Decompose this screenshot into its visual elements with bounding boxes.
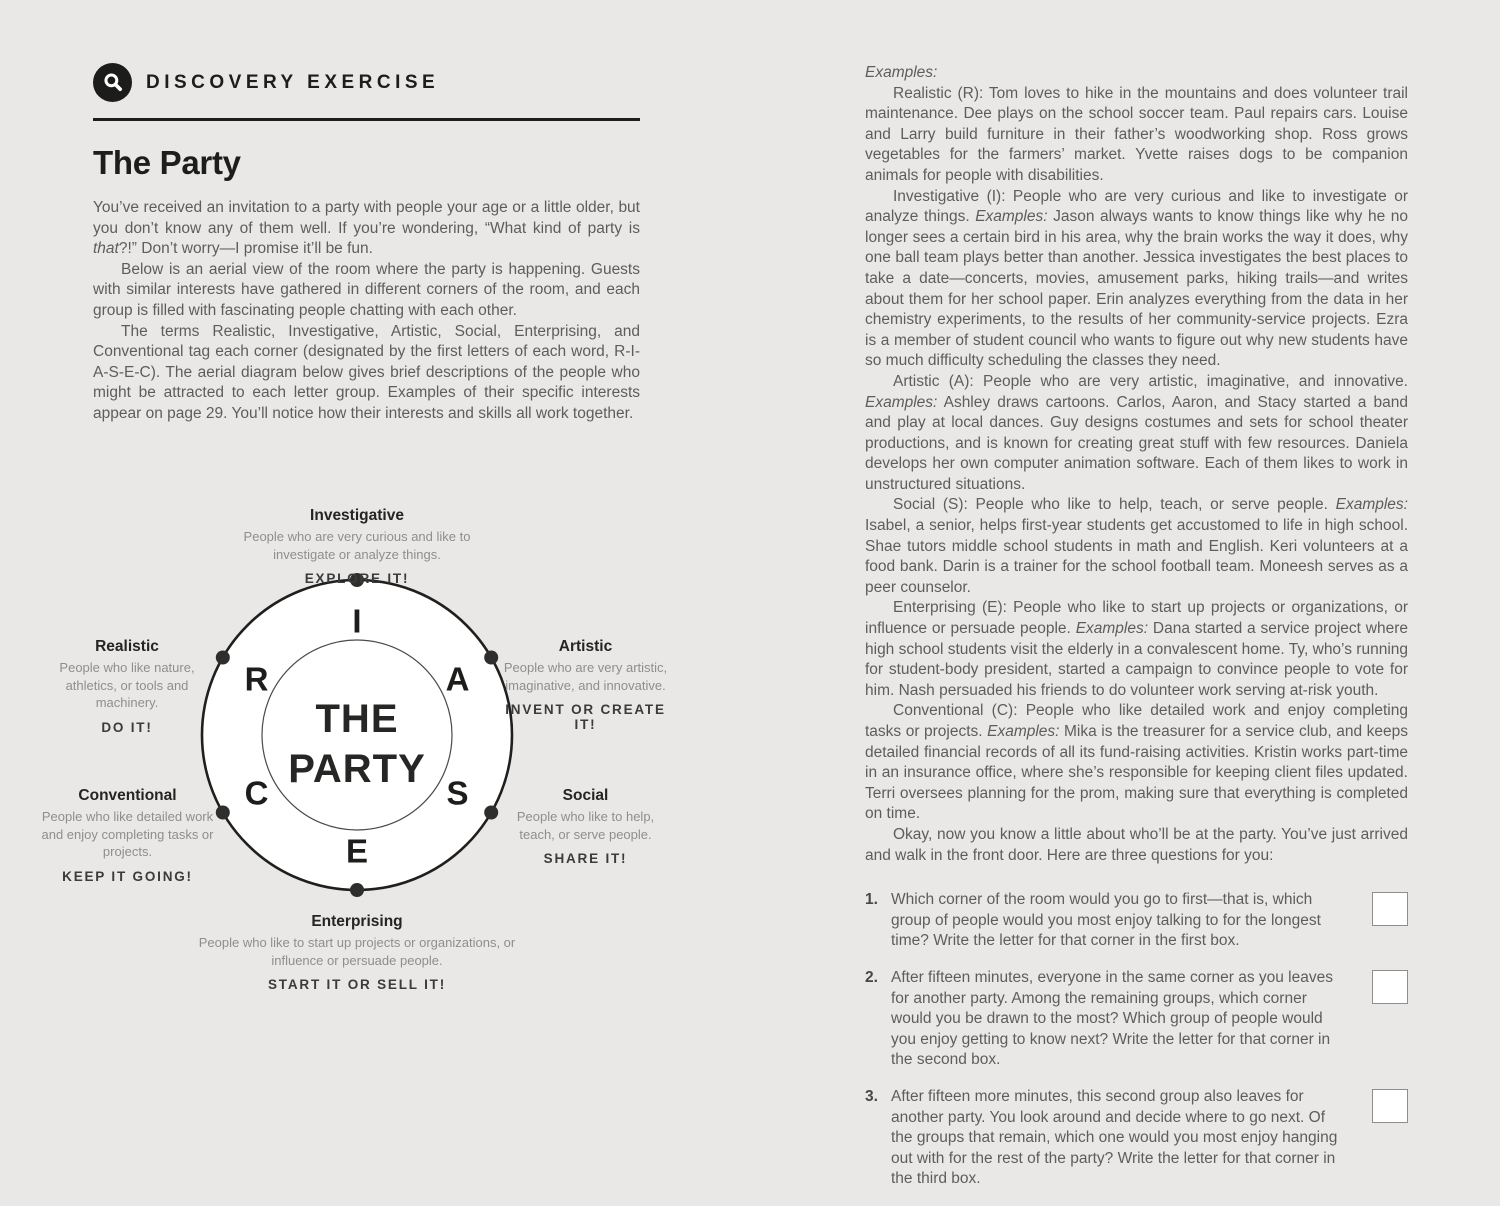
group-slogan: INVENT OR CREATE IT!	[505, 702, 666, 732]
diagram-letter-i: I	[352, 602, 362, 640]
group-description: People who like to help, teach, or serve people.	[516, 809, 655, 842]
intro-text	[93, 198, 640, 425]
center-title-line2: PARTY	[288, 747, 426, 791]
group-description: People who are very artistic, imaginative, and innovative.	[503, 660, 668, 693]
group-description: People who like detailed work and enjoy completing tasks or projects.	[41, 809, 214, 859]
conventional-examples-paragraph: Conventional (C): People who like detailed work and enjoy completing tasks or projects. Examples: Mika is the treasurer for a service club, and keeps detailed financial records of all its fund-raising activities. Kristin works part-time in an insurance office, where she’s responsible for keeping client files updated. Terri oversees planning for the prom, making sure that everything is completed on time.	[865, 702, 1408, 823]
group-name: Social	[562, 787, 609, 804]
diagram-letter-a: A	[445, 660, 470, 698]
question-number: 1.	[865, 891, 878, 909]
social-examples-paragraph: Social (S): People who like to help, teach, or serve people. Examples: Isabel, a senior, helps first-year students get accustomed to life in high school. Shae tutors middle school students in math and English. Keri volunteers at a food bank. Darin is a trainer for the school football team. Moneesh serves as a peer counselor.	[865, 496, 1408, 596]
group-description: People who like to start up projects or organizations, or influence or persuade people.	[198, 935, 516, 968]
group-name: Conventional	[78, 787, 177, 804]
question-number: 3.	[865, 1087, 878, 1105]
group-name: Artistic	[558, 638, 613, 655]
group-slogan: SHARE IT!	[543, 851, 628, 866]
diagram-letter-r: R	[244, 660, 269, 698]
realistic-examples-paragraph: Realistic (R): Tom loves to hike in the mountains and does volunteer trail maintenance. Dee plays on the school soccer team. Paul repairs cars. Louise and Larry build furniture in their father’s woodworking shop. Ross grows vegetables for the farmers’ market. Yvette raises dogs to be companion animals for people with disabilities.	[865, 84, 1408, 184]
dot-upper-right	[484, 651, 498, 665]
examples-heading: Examples:	[865, 64, 938, 81]
group-label-investigative	[227, 507, 487, 586]
answer-box-1[interactable]	[1372, 892, 1408, 926]
question-1	[865, 890, 1408, 952]
question-2	[865, 968, 1408, 1071]
intro-paragraph-2: Below is an aerial view of the room where the party is happening. Guests with similar interests have gathered in different corners of the room, and each group is filled with fascinating people chatting with each other.	[93, 260, 640, 319]
diagram-letter-c: C	[244, 774, 269, 812]
group-slogan: DO IT!	[101, 719, 153, 735]
party-circle-figure	[190, 568, 524, 902]
dot-bottom	[350, 883, 364, 897]
eyebrow-title: DISCOVERY EXERCISE	[146, 72, 440, 93]
group-slogan: START IT OR SELL IT!	[268, 977, 446, 992]
group-label-realistic	[37, 638, 217, 735]
group-name: Realistic	[95, 638, 159, 655]
group-description: People who are very curious and like to investigate or analyze things.	[243, 529, 471, 562]
dot-lower-right	[484, 806, 498, 820]
group-description: People who like nature, athletics, or tools and machinery.	[59, 660, 195, 710]
left-page	[93, 62, 640, 425]
header-rule	[93, 118, 640, 121]
artistic-examples-paragraph: Artistic (A): People who are very artistic, imaginative, and innovative. Examples: Ashley draws cartoons. Carlos, Aaron, and Stacy started a band and play at local dances. Guy designs costumes and sets for school theater productions, and is known for creating great stuff with few resources. Daniela develops her own computer animation software. Each of them likes to work in unstructured situations.	[865, 372, 1408, 493]
discovery-exercise-header	[93, 62, 640, 102]
investigative-examples-paragraph: Investigative (I): People who are very curious and like to investigate or analyze things. Examples: Jason always wants to know things like why he no longer sees a certain bird in his area, why the brain works the way it does, why one ball team plays better than another. Jessica investigates the best places to take a date—concerts, movies, amusement parks, hiking trails—and writes about them for her school paper. Erin analyzes everything from the data in her chemistry experiments, to the results of her community-service projects. Ezra is a member of student council who wants to figure out why new students have so much difficulty scheduling the classes they need.	[865, 187, 1408, 370]
page-title: The Party	[93, 144, 241, 181]
party-arrival-paragraph: Okay, now you know a little about who’ll be at the party. You’ve just arrived and walk in the front door. Here are three questions for you:	[865, 825, 1408, 864]
enterprising-examples-paragraph: Enterprising (E): People who like to start up projects or organizations, or influence or persuade people. Examples: Dana started a service project where high school students visit the elderly in a convalescent home. Ty, who’s running for student-body president, started a campaign to convince people to vote for him. Nash persuaded his friends to do volunteer work serving at-risk youth.	[865, 599, 1409, 699]
intro-paragraph-3: The terms Realistic, Investigative, Artistic, Social, Enterprising, and Conventional tag each corner (designated by the first letters of each word, R-I-A-S-E-C). The aerial diagram below gives brief descriptions of the people who might be attracted to each letter group. Examples of their specific interests appear on page 29. You’ll notice how their interests and skills all work together.	[93, 322, 640, 422]
question-number: 2.	[865, 968, 878, 986]
group-name: Investigative	[310, 507, 404, 524]
group-slogan: EXPLORE IT!	[304, 571, 410, 586]
right-page	[865, 63, 1408, 1206]
questions-list	[865, 890, 1408, 1190]
intro-paragraph-1: You’ve received an invitation to a party with people your age or a little older, but you don’t know any of them well. If you’re wondering, “What kind of party is that?!” Don’t worry—I promise it’ll be fun.	[93, 199, 640, 258]
question-text: Which corner of the room would you go to first—that is, which group of people would you most enjoy talking to for the longest time? Write the letter for that corner in the first box.	[891, 891, 1321, 950]
group-label-conventional	[30, 787, 225, 884]
group-slogan: KEEP IT GOING!	[62, 868, 193, 884]
center-title-line1: THE	[315, 697, 399, 741]
diagram-letter-e: E	[345, 832, 369, 870]
question-text: After fifteen more minutes, this second group also leaves for another party. You look around and decide where to go next. Of the groups that remain, which one would you most enjoy hanging out with for the rest of the party? Write the letter for that corner in the third box.	[891, 1087, 1338, 1188]
question-3	[865, 1087, 1408, 1190]
question-text: After fifteen minutes, everyone in the same corner as you leaves for another party. Among the remaining groups, which corner would you be drawn to the most? Which group of people would you enjoy getting to know next? Write the letter for that corner in the second box.	[891, 968, 1333, 1069]
group-name: Enterprising	[311, 913, 403, 930]
answer-box-3[interactable]	[1372, 1089, 1408, 1123]
diagram-letter-s: S	[446, 774, 469, 812]
dot-upper-left	[216, 651, 230, 665]
riasec-party-diagram	[40, 503, 700, 1028]
answer-box-2[interactable]	[1372, 970, 1408, 1004]
group-label-enterprising	[197, 913, 517, 992]
group-label-social	[498, 787, 673, 866]
group-label-artistic	[498, 638, 673, 732]
magnifier-icon	[93, 63, 132, 102]
